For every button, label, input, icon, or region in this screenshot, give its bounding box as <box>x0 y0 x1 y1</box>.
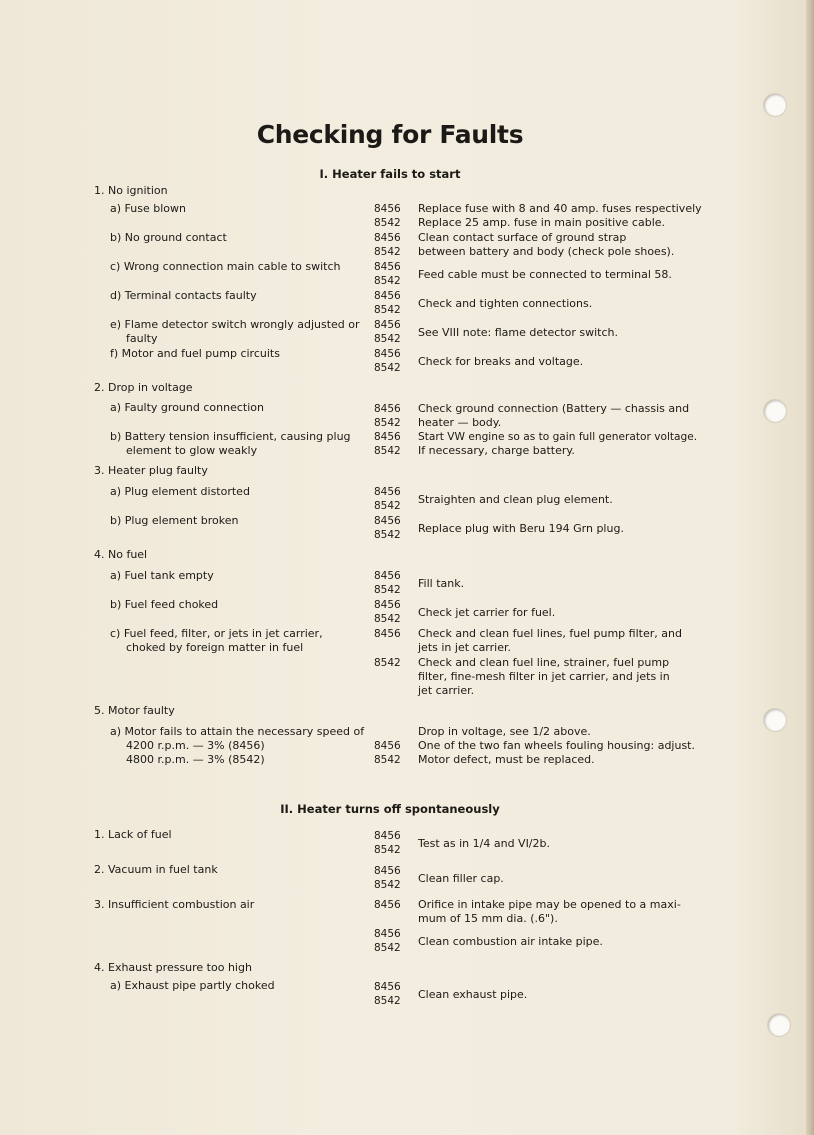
model-code: 8456 <box>374 403 401 415</box>
model-code: 8456 <box>374 290 401 302</box>
fault-label-continued: element to glow weakly <box>126 444 258 457</box>
remedy-text: jet carrier. <box>418 684 475 697</box>
remedy-text: heater — body. <box>418 416 502 429</box>
section-heading: I. Heater fails to start <box>319 167 461 181</box>
remedy-text: If necessary, charge battery. <box>418 444 575 457</box>
page-edge <box>806 0 814 1135</box>
model-code: 8456 <box>374 261 401 273</box>
remedy-text: Check for breaks and voltage. <box>418 355 584 368</box>
fault-label: a) Plug element distorted <box>110 485 250 498</box>
fault-label-continued: 4800 r.p.m. — 3% (8542) <box>126 753 265 766</box>
model-code: 8542 <box>374 995 401 1007</box>
fault-label: 2. Vacuum in fuel tank <box>94 863 218 876</box>
fault-label-continued: choked by foreign matter in fuel <box>126 641 304 654</box>
model-code: 8542 <box>374 754 401 766</box>
fault-label: a) Fuse blown <box>110 202 186 215</box>
model-code: 8456 <box>374 628 401 640</box>
fault-label: d) Terminal contacts faulty <box>110 289 257 302</box>
model-code: 8542 <box>374 417 401 429</box>
model-code: 8542 <box>374 613 401 625</box>
model-code: 8542 <box>374 304 401 316</box>
model-code: 8456 <box>374 203 401 215</box>
remedy-text: Motor defect, must be replaced. <box>418 753 595 766</box>
fault-label: a) Motor fails to attain the necessary speed of <box>110 725 365 738</box>
model-code: 8456 <box>374 570 401 582</box>
model-code: 8542 <box>374 275 401 287</box>
model-code: 8542 <box>374 217 401 229</box>
model-code: 8542 <box>374 584 401 596</box>
model-code: 8542 <box>374 657 401 669</box>
section-heading: II. Heater turns off spontaneously <box>280 802 500 816</box>
remedy-text: Replace plug with Beru 194 Grn plug. <box>418 522 624 535</box>
remedy-text: Start VW engine so as to gain full generator voltage. <box>418 431 698 443</box>
remedy-text: Check jet carrier for fuel. <box>418 606 556 619</box>
fault-label: b) Battery tension insufficient, causing plug <box>110 430 351 443</box>
fault-label: b) Fuel feed choked <box>110 598 219 611</box>
model-code: 8456 <box>374 899 401 911</box>
remedy-text: Clean contact surface of ground strap <box>418 231 627 244</box>
model-code: 8456 <box>374 740 401 752</box>
remedy-text: Fill tank. <box>418 577 465 590</box>
fault-label-continued: 4200 r.p.m. — 3% (8456) <box>126 739 265 752</box>
page-title: Checking for Faults <box>256 120 524 149</box>
model-code: 8542 <box>374 879 401 891</box>
fault-label: a) Fuel tank empty <box>110 569 214 582</box>
model-code: 8456 <box>374 319 401 331</box>
model-code: 8456 <box>374 348 401 360</box>
remedy-text: between battery and body (check pole shoes). <box>418 245 675 258</box>
model-code: 8542 <box>374 500 401 512</box>
model-code: 8456 <box>374 830 401 842</box>
fault-group-label: 2. Drop in voltage <box>94 381 193 394</box>
remedy-text: filter, fine-mesh filter in jet carrier, and jets in <box>418 670 670 683</box>
fault-label: f) Motor and fuel pump circuits <box>110 347 280 360</box>
remedy-text: mum of 15 mm dia. (.6"). <box>418 912 558 925</box>
fault-group-label: 5. Motor faulty <box>94 704 175 717</box>
model-code: 8542 <box>374 529 401 541</box>
punch-hole <box>764 400 786 422</box>
model-code: 8542 <box>374 844 401 856</box>
remedy-text: Check and clean fuel line, strainer, fuel pump <box>418 656 670 669</box>
fault-group-label: 4. Exhaust pressure too high <box>94 961 252 974</box>
model-code: 8456 <box>374 515 401 527</box>
remedy-text: Check and tighten connections. <box>418 297 593 310</box>
punch-hole <box>764 709 786 731</box>
remedy-text: Check and clean fuel lines, fuel pump filter, and <box>418 627 682 640</box>
model-code: 8542 <box>374 246 401 258</box>
model-code: 8456 <box>374 928 401 940</box>
fault-group-label: 1. No ignition <box>94 184 168 197</box>
model-code: 8542 <box>374 942 401 954</box>
model-code: 8456 <box>374 486 401 498</box>
remedy-text: Test as in 1/4 and VI/2b. <box>418 837 550 850</box>
remedy-text: Clean combustion air intake pipe. <box>418 935 603 948</box>
fault-label: c) Wrong connection main cable to switch <box>110 260 341 273</box>
remedy-text: Drop in voltage, see 1/2 above. <box>418 725 591 738</box>
model-code: 8456 <box>374 232 401 244</box>
fault-label: 3. Insufficient combustion air <box>94 898 255 911</box>
remedy-text: Feed cable must be connected to terminal 58. <box>418 268 672 281</box>
fault-label: c) Fuel feed, filter, or jets in jet carrier, <box>110 627 323 640</box>
fault-label: e) Flame detector switch wrongly adjusted or <box>110 318 360 331</box>
fault-label: b) No ground contact <box>110 231 227 244</box>
fault-label-continued: faulty <box>126 332 158 345</box>
remedy-text: Straighten and clean plug element. <box>418 493 613 506</box>
fault-label: a) Exhaust pipe partly choked <box>110 979 275 992</box>
remedy-text: Clean exhaust pipe. <box>418 988 528 1001</box>
fault-group-label: 3. Heater plug faulty <box>94 464 208 477</box>
model-code: 8456 <box>374 981 401 993</box>
remedy-text: Clean filler cap. <box>418 872 504 885</box>
remedy-text: jets in jet carrier. <box>418 641 511 654</box>
remedy-text: Orifice in intake pipe may be opened to a maxi- <box>418 898 681 911</box>
fault-label: 1. Lack of fuel <box>94 828 172 841</box>
model-code: 8456 <box>374 431 401 443</box>
fault-label: b) Plug element broken <box>110 514 239 527</box>
model-code: 8542 <box>374 445 401 457</box>
model-code: 8542 <box>374 333 401 345</box>
remedy-text: Check ground connection (Battery — chassis and <box>418 402 690 415</box>
remedy-text: Replace fuse with 8 and 40 amp. fuses respectively <box>418 202 702 215</box>
remedy-text: One of the two fan wheels fouling housing: adjust. <box>418 739 695 752</box>
punch-hole <box>764 94 786 116</box>
model-code: 8456 <box>374 865 401 877</box>
remedy-text: See VIII note: flame detector switch. <box>418 326 618 339</box>
model-code: 8542 <box>374 362 401 374</box>
punch-hole <box>768 1014 790 1036</box>
fault-group-label: 4. No fuel <box>94 548 148 561</box>
fault-label: a) Faulty ground connection <box>110 401 264 414</box>
model-code: 8456 <box>374 599 401 611</box>
remedy-text: Replace 25 amp. fuse in main positive cable. <box>418 216 666 229</box>
